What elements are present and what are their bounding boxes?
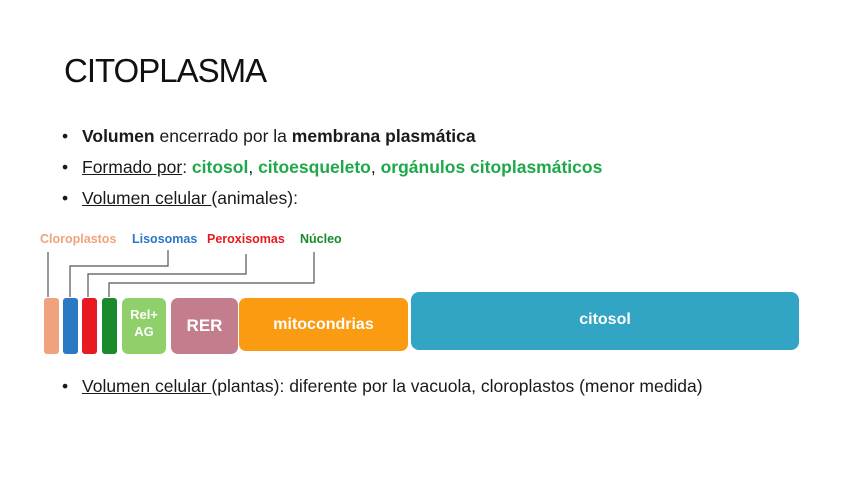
legend-nucleo: Núcleo: [300, 232, 342, 246]
legend-peroxisomas: Peroxisomas: [207, 232, 285, 246]
connector-peroxisomas: [88, 254, 246, 297]
legend-lisosomas: Lisosomas: [132, 232, 198, 246]
colon-text: :: [182, 157, 192, 177]
bullet-dot: •: [62, 126, 69, 146]
rer-label: RER: [186, 316, 223, 335]
bullet-dot: •: [62, 188, 69, 208]
bar-rer: [171, 298, 238, 354]
citosol-label: citosol: [579, 311, 631, 328]
bullet-dot: •: [62, 157, 69, 177]
mitocondrias-label: mitocondrias: [273, 316, 374, 333]
bullet-dot: •: [62, 376, 69, 396]
green-organulos: orgánulos citoplasmáticos: [380, 157, 603, 177]
rel-ag-label-1: Rel+: [130, 307, 158, 322]
text-encerrado: encerrado por la: [154, 126, 292, 146]
legend-cloroplastos: Cloroplastos: [40, 232, 117, 246]
bar-rel-ag: [122, 298, 166, 354]
bold-membrana: membrana plasmática: [291, 126, 476, 146]
sep-text: ,: [370, 157, 381, 177]
bullet-volumen-plantas-wrap: [62, 374, 782, 405]
bar-peroxisomas: [82, 298, 97, 354]
bar-mitocondrias: [239, 298, 408, 351]
green-citoesqueleto: citoesqueleto: [258, 157, 371, 177]
underline-volumen-celular: Volumen celular: [82, 376, 212, 396]
bar-lisosomas: [63, 298, 78, 354]
sep-text: ,: [248, 157, 259, 177]
text-animales: (animales):: [211, 188, 298, 208]
page-title: CITOPLASMA: [64, 52, 267, 89]
underline-formado: Formado por: [82, 157, 183, 177]
bullet-volumen-plantas: [62, 374, 782, 398]
text-plantas: (plantas): diferente por la vacuola, cloroplastos (menor medida): [211, 376, 703, 396]
rel-ag-label-2: AG: [134, 324, 154, 339]
bar-cloroplastos: [44, 298, 59, 354]
bold-volumen: Volumen: [82, 126, 155, 146]
bar-citosol: [411, 292, 799, 350]
green-citosol: citosol: [191, 157, 249, 177]
bar-nucleo: [102, 298, 117, 354]
underline-volumen-celular: Volumen celular: [82, 188, 212, 208]
